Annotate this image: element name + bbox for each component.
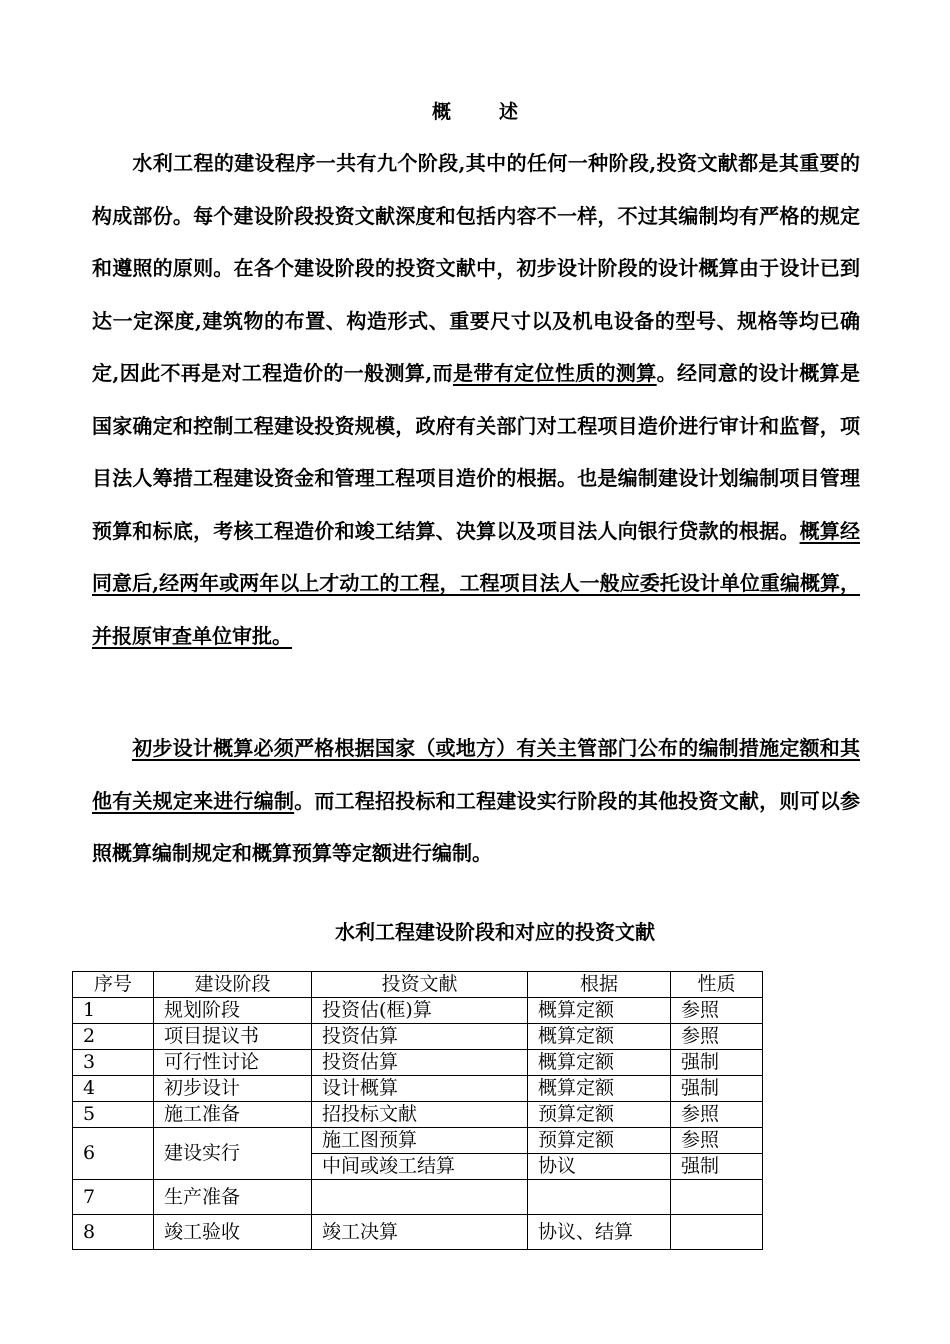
cell-nature: 强制 [671,1050,763,1076]
cell-basis: 协议 [528,1154,671,1180]
cell-nature [671,1180,763,1215]
table-row [73,1102,763,1128]
table-row [73,1128,763,1154]
cell-document: 投资估算 [312,1024,528,1050]
cell-document: 设计概算 [312,1076,528,1102]
header-basis: 根据 [528,972,671,998]
cell-stage: 项目提议书 [154,1024,312,1050]
document-title [0,97,950,124]
header-stage: 建设阶段 [154,972,312,998]
cell-basis: 预算定额 [528,1102,671,1128]
cell-nature: 参照 [671,1024,763,1050]
cell-document: 施工图预算 [312,1128,528,1154]
table-row [73,1215,763,1250]
table-header-row [73,972,763,998]
cell-basis: 概算定额 [528,1050,671,1076]
cell-document: 招投标文献 [312,1102,528,1128]
investment-document-table [72,971,763,1250]
paragraph-1-text-a: 水利工程的建设程序一共有九个阶段,其中的任何一种阶段,投资文献都是其重要的构成部份。每个建设阶段投资文献深度和包括内容不一样，不过其编制均有严格的规定和遵照的原则。在各个建设阶段的投资文献中，初步设计阶段的设计概算由于设计已到达一定深度,建筑物的布置、构造形式、重要尺寸以及机电设备的型号、规格等均已确定,因此不再是对工程造价的一般测算,而 [92,151,860,385]
table-row [73,1180,763,1215]
cell-no: 4 [73,1076,154,1102]
paragraph-1-underlined-b: 概算经同意后,经两年或两年以上才动工的工程，工程项目法人一般应委托设计单位重编概算，并报原审查单位审批。 [92,518,861,648]
cell-no: 8 [73,1215,154,1250]
cell-basis: 概算定额 [528,1024,671,1050]
cell-basis [528,1180,671,1215]
cell-no: 2 [73,1024,154,1050]
paragraph-1-text-b: 。经同意的设计概算是国家确定和控制工程建设投资规模，政府有关部门对工程项目造价进行审计和监督，项目法人筹措工程建设资金和管理工程项目造价的根据。也是编制建设计划编制项目管理预算和标底，考核工程造价和竣工结算、决算以及项目法人向银行贷款的根据。 [92,361,861,543]
cell-stage: 可行性讨论 [154,1050,312,1076]
cell-no: 3 [73,1050,154,1076]
header-no: 序号 [73,972,154,998]
cell-no: 7 [73,1180,154,1215]
cell-stage: 建设实行 [154,1128,312,1180]
paragraph-2-underlined: 初步设计概算必须严格根据国家（或地方）有关主管部门公布的编制措施定额和其他有关规定来进行编制 [92,736,860,813]
cell-no: 5 [73,1102,154,1128]
cell-basis: 概算定额 [528,998,671,1024]
table-row [73,1076,763,1102]
cell-nature: 参照 [671,998,763,1024]
cell-document: 投资估算 [312,1050,528,1076]
cell-document: 竣工决算 [312,1215,528,1250]
cell-document [312,1180,528,1215]
title-part-1: 概 [431,101,451,123]
paragraph-1-underlined-a: 是带有定位性质的测算 [452,361,657,385]
table-row [73,1024,763,1050]
cell-document: 中间或竣工结算 [312,1154,528,1180]
intro-paragraph [92,137,860,662]
cell-nature: 参照 [671,1102,763,1128]
cell-basis: 概算定额 [528,1076,671,1102]
cell-stage: 初步设计 [154,1076,312,1102]
cell-stage: 竣工验收 [154,1215,312,1250]
cell-nature [671,1215,763,1250]
cell-basis: 协议、结算 [528,1215,671,1250]
second-paragraph [92,722,860,880]
paragraph-2-text: 。而工程招投标和工程建设实行阶段的其他投资文献，则可以参照概算编制规定和概算预算等定额进行编制。 [92,788,861,865]
cell-stage: 施工准备 [154,1102,312,1128]
cell-nature: 强制 [671,1154,763,1180]
cell-document: 投资估(框)算 [312,998,528,1024]
cell-nature: 强制 [671,1076,763,1102]
cell-basis: 预算定额 [528,1128,671,1154]
header-nature: 性质 [671,972,763,998]
cell-stage: 规划阶段 [154,998,312,1024]
title-part-2: 述 [499,101,519,123]
cell-no: 6 [73,1128,154,1180]
table-title: 水利工程建设阶段和对应的投资文献 [335,920,655,944]
header-document: 投资文献 [312,972,528,998]
table-row [73,998,763,1024]
cell-no: 1 [73,998,154,1024]
cell-stage: 生产准备 [154,1180,312,1215]
cell-nature: 参照 [671,1128,763,1154]
table-row [73,1050,763,1076]
